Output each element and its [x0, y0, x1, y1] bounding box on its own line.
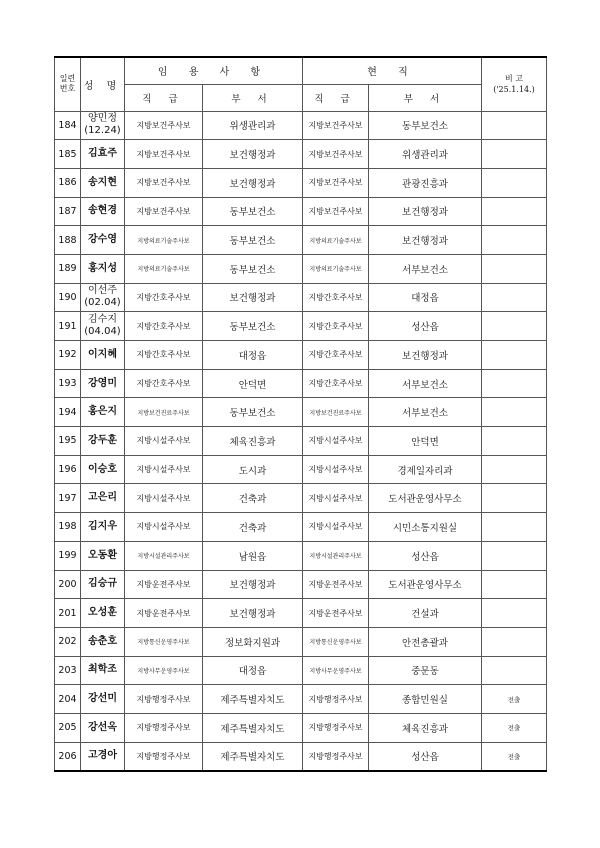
serial-number-cell: 191: [55, 312, 81, 341]
serial-number-cell: 204: [55, 685, 81, 714]
remarks-cell: [482, 369, 547, 398]
appointment-rank-cell: 지방사무운영주사보: [125, 656, 203, 685]
current-rank-cell: 지방보건주사보: [303, 168, 369, 197]
appointment-rank-cell: 지방시설주사보: [125, 513, 203, 542]
appointment-dept-cell: 동부보건소: [203, 197, 303, 226]
name-cell: [81, 254, 125, 283]
appointment-roster-table: [54, 56, 547, 772]
name-date-text: (04.04): [84, 326, 121, 338]
remarks-cell: [482, 398, 547, 427]
name-text: 송현경: [88, 205, 117, 217]
name-text: 홍지성: [88, 262, 117, 274]
appointment-rank-cell: 지방간호주사보: [125, 312, 203, 341]
name-cell: [81, 197, 125, 226]
current-rank-cell: 지방행정주사보: [303, 685, 369, 714]
current-dept-cell: 체육진흥과: [369, 713, 482, 742]
name-cell: [81, 341, 125, 370]
current-rank-cell: 지방시설주사보: [303, 455, 369, 484]
name-text: 홍은지: [88, 406, 117, 418]
remarks-cell: [482, 341, 547, 370]
name-text: 김승규: [88, 578, 117, 590]
name-text: 이지혜: [88, 348, 117, 360]
name-cell: [81, 599, 125, 628]
current-dept-cell: 서부보건소: [369, 398, 482, 427]
appointment-dept-cell: 위생관리과: [203, 111, 303, 140]
remarks-cell: [482, 484, 547, 513]
name-text: 강두훈: [88, 434, 117, 446]
name-cell: [81, 685, 125, 714]
header-appointment-dept: 부 서: [203, 84, 303, 111]
appointment-dept-cell: 제주특별자치도: [203, 742, 303, 771]
appointment-rank-cell: 지방간호주사보: [125, 369, 203, 398]
appointment-dept-cell: 제주특별자치도: [203, 685, 303, 714]
remarks-cell: [482, 111, 547, 140]
remarks-cell: 전출: [482, 685, 547, 714]
appointment-dept-cell: 대정읍: [203, 341, 303, 370]
current-dept-cell: 관광진흥과: [369, 168, 482, 197]
current-rank-cell: 지방시설주사보: [303, 427, 369, 456]
name-text: 강수영: [88, 234, 117, 246]
appointment-dept-cell: 동부보건소: [203, 312, 303, 341]
table-row: [55, 427, 547, 456]
remarks-cell: [482, 513, 547, 542]
appointment-rank-cell: 지방의료기술주사보: [125, 254, 203, 283]
table-row: [55, 341, 547, 370]
name-cell: [81, 570, 125, 599]
serial-number-cell: 184: [55, 111, 81, 140]
appointment-rank-cell: 지방보건주사보: [125, 168, 203, 197]
appointment-rank-cell: 지방행정주사보: [125, 685, 203, 714]
table-row: [55, 713, 547, 742]
name-cell: [81, 369, 125, 398]
appointment-dept-cell: 보건행정과: [203, 570, 303, 599]
appointment-rank-cell: 지방행정주사보: [125, 742, 203, 771]
current-rank-cell: 지방간호주사보: [303, 369, 369, 398]
header-name: 성 명: [81, 57, 125, 111]
table-row: [55, 369, 547, 398]
appointment-rank-cell: 지방의료기술주사보: [125, 226, 203, 255]
current-dept-cell: 안덕면: [369, 427, 482, 456]
current-rank-cell: 지방의료기술주사보: [303, 254, 369, 283]
appointment-rank-cell: 지방보건주사보: [125, 111, 203, 140]
serial-number-cell: 192: [55, 341, 81, 370]
appointment-rank-cell: 지방간호주사보: [125, 283, 203, 312]
serial-number-cell: 188: [55, 226, 81, 255]
name-cell: [81, 742, 125, 771]
current-dept-cell: 경제일자리과: [369, 455, 482, 484]
current-dept-cell: 종합민원실: [369, 685, 482, 714]
remarks-cell: [482, 283, 547, 312]
table-row: [55, 685, 547, 714]
table-row: [55, 599, 547, 628]
remarks-cell: [482, 254, 547, 283]
name-cell: [81, 513, 125, 542]
current-dept-cell: 건설과: [369, 599, 482, 628]
header-current-dept: 부 서: [369, 84, 482, 111]
appointment-rank-cell: 지방보건주사보: [125, 197, 203, 226]
appointment-rank-cell: 지방간호주사보: [125, 341, 203, 370]
current-dept-cell: 보건행정과: [369, 226, 482, 255]
appointment-dept-cell: 건축과: [203, 513, 303, 542]
table-row: [55, 312, 547, 341]
name-text: 강선미: [88, 693, 117, 705]
serial-number-cell: 194: [55, 398, 81, 427]
remarks-cell: [482, 197, 547, 226]
current-rank-cell: 지방의료기술주사보: [303, 226, 369, 255]
remarks-cell: [482, 541, 547, 570]
current-dept-cell: 안전총괄과: [369, 627, 482, 656]
current-dept-cell: 위생관리과: [369, 140, 482, 169]
appointment-dept-cell: 체육진흥과: [203, 427, 303, 456]
current-dept-cell: 보건행정과: [369, 197, 482, 226]
serial-number-cell: 189: [55, 254, 81, 283]
current-rank-cell: 지방행정주사보: [303, 742, 369, 771]
table-row: [55, 627, 547, 656]
serial-number-cell: 205: [55, 713, 81, 742]
appointment-dept-cell: 정보화지원과: [203, 627, 303, 656]
name-text: 강선옥: [88, 721, 117, 733]
serial-number-cell: 187: [55, 197, 81, 226]
name-cell: [81, 541, 125, 570]
current-dept-cell: 도서관운영사무소: [369, 484, 482, 513]
name-cell: [81, 627, 125, 656]
name-text: 이선주: [88, 285, 117, 297]
name-cell: [81, 484, 125, 513]
serial-number-cell: 203: [55, 656, 81, 685]
appointment-dept-cell: 남원읍: [203, 541, 303, 570]
roster-body: [55, 111, 547, 771]
current-dept-cell: 동부보건소: [369, 111, 482, 140]
appointment-dept-cell: 보건행정과: [203, 140, 303, 169]
header-current-rank: 직 급: [303, 84, 369, 111]
header-current-position: 현 직: [303, 57, 482, 84]
name-cell: [81, 427, 125, 456]
appointment-dept-cell: 보건행정과: [203, 599, 303, 628]
current-rank-cell: 지방보건진료주사보: [303, 398, 369, 427]
header-appointment-rank: 직 급: [125, 84, 203, 111]
serial-number-cell: 197: [55, 484, 81, 513]
name-cell: [81, 713, 125, 742]
current-dept-cell: 대정읍: [369, 283, 482, 312]
header-remarks: 비 고 ('25.1.14.): [482, 57, 547, 111]
name-cell: [81, 455, 125, 484]
serial-number-cell: 193: [55, 369, 81, 398]
current-dept-cell: 보건행정과: [369, 341, 482, 370]
remarks-cell: [482, 226, 547, 255]
current-dept-cell: 성산읍: [369, 742, 482, 771]
appointment-rank-cell: 지방시설주사보: [125, 484, 203, 513]
table-row: [55, 197, 547, 226]
current-rank-cell: 지방운전주사보: [303, 599, 369, 628]
appointment-rank-cell: 지방시설주사보: [125, 427, 203, 456]
table-row: [55, 541, 547, 570]
current-dept-cell: 성산읍: [369, 541, 482, 570]
name-text: 김효주: [88, 148, 117, 160]
serial-number-cell: 185: [55, 140, 81, 169]
name-text: 송지현: [88, 176, 117, 188]
appointment-rank-cell: 지방시설주사보: [125, 455, 203, 484]
name-text: 강영미: [88, 377, 117, 389]
current-rank-cell: 지방시설주사보: [303, 484, 369, 513]
current-dept-cell: 서부보건소: [369, 254, 482, 283]
name-cell: [81, 656, 125, 685]
appointment-rank-cell: 지방보건진료주사보: [125, 398, 203, 427]
remarks-cell: [482, 427, 547, 456]
remarks-cell: 전출: [482, 713, 547, 742]
serial-number-cell: 186: [55, 168, 81, 197]
remarks-cell: [482, 140, 547, 169]
appointment-rank-cell: 지방보건주사보: [125, 140, 203, 169]
name-date-text: (02.04): [84, 297, 121, 309]
current-rank-cell: 지방간호주사보: [303, 312, 369, 341]
appointment-rank-cell: 지방행정주사보: [125, 713, 203, 742]
header-serial-number: 일련 번호: [55, 57, 81, 111]
remarks-cell: [482, 656, 547, 685]
name-cell: [81, 283, 125, 312]
appointment-dept-cell: 보건행정과: [203, 283, 303, 312]
current-rank-cell: 지방사무운영주사보: [303, 656, 369, 685]
appointment-dept-cell: 보건행정과: [203, 168, 303, 197]
table-row: [55, 455, 547, 484]
name-text: 오성훈: [88, 607, 117, 619]
serial-number-cell: 190: [55, 283, 81, 312]
header-appointment: 임 용 사 항: [125, 57, 303, 84]
name-text: 이승호: [88, 463, 117, 475]
name-text: 오동환: [88, 549, 117, 561]
remarks-cell: [482, 455, 547, 484]
current-rank-cell: 지방간호주사보: [303, 341, 369, 370]
table-row: [55, 111, 547, 140]
remarks-cell: [482, 599, 547, 628]
appointment-dept-cell: 대정읍: [203, 656, 303, 685]
name-text: 김수지: [88, 314, 117, 326]
table-row: [55, 254, 547, 283]
table-row: [55, 513, 547, 542]
current-dept-cell: 중문동: [369, 656, 482, 685]
serial-number-cell: 198: [55, 513, 81, 542]
current-dept-cell: 서부보건소: [369, 369, 482, 398]
current-rank-cell: 지방보건주사보: [303, 140, 369, 169]
remarks-cell: 전출: [482, 742, 547, 771]
current-rank-cell: 지방행정주사보: [303, 713, 369, 742]
serial-number-cell: 196: [55, 455, 81, 484]
appointment-dept-cell: 제주특별자치도: [203, 713, 303, 742]
appointment-dept-cell: 동부보건소: [203, 254, 303, 283]
name-date-text: (12.24): [84, 125, 121, 137]
serial-number-cell: 199: [55, 541, 81, 570]
appointment-dept-cell: 동부보건소: [203, 398, 303, 427]
name-text: 김지우: [88, 520, 117, 532]
name-cell: [81, 168, 125, 197]
appointment-dept-cell: 안덕면: [203, 369, 303, 398]
current-rank-cell: 지방시설주사보: [303, 513, 369, 542]
name-cell: [81, 111, 125, 140]
appointment-dept-cell: 도시과: [203, 455, 303, 484]
remarks-cell: [482, 570, 547, 599]
appointment-dept-cell: 건축과: [203, 484, 303, 513]
serial-number-cell: 206: [55, 742, 81, 771]
name-cell: [81, 398, 125, 427]
current-dept-cell: 시민소통지원실: [369, 513, 482, 542]
current-dept-cell: 도서관운영사무소: [369, 570, 482, 599]
remarks-cell: [482, 168, 547, 197]
table-row: [55, 226, 547, 255]
serial-number-cell: 201: [55, 599, 81, 628]
current-rank-cell: 지방간호주사보: [303, 283, 369, 312]
current-rank-cell: 지방보건주사보: [303, 197, 369, 226]
name-text: 최학조: [88, 664, 117, 676]
current-rank-cell: 지방운전주사보: [303, 570, 369, 599]
current-rank-cell: 지방보건주사보: [303, 111, 369, 140]
appointment-rank-cell: 지방통신운영주사보: [125, 627, 203, 656]
table-row: [55, 283, 547, 312]
name-text: 양민정: [88, 113, 117, 125]
table-row: [55, 570, 547, 599]
table-row: [55, 656, 547, 685]
table-row: [55, 742, 547, 771]
table-row: [55, 398, 547, 427]
table-row: [55, 168, 547, 197]
name-cell: [81, 312, 125, 341]
appointment-rank-cell: 지방운전주사보: [125, 570, 203, 599]
table-row: [55, 140, 547, 169]
name-text: 고은리: [88, 492, 117, 504]
current-rank-cell: 지방시설관리주사보: [303, 541, 369, 570]
name-cell: [81, 140, 125, 169]
serial-number-cell: 195: [55, 427, 81, 456]
serial-number-cell: 202: [55, 627, 81, 656]
remarks-cell: [482, 627, 547, 656]
appointment-rank-cell: 지방시설관리주사보: [125, 541, 203, 570]
current-rank-cell: 지방통신운영주사보: [303, 627, 369, 656]
table-row: [55, 484, 547, 513]
appointment-dept-cell: 동부보건소: [203, 226, 303, 255]
appointment-rank-cell: 지방운전주사보: [125, 599, 203, 628]
remarks-cell: [482, 312, 547, 341]
name-text: 고경아: [88, 750, 117, 762]
serial-number-cell: 200: [55, 570, 81, 599]
name-text: 송춘호: [88, 635, 117, 647]
current-dept-cell: 성산읍: [369, 312, 482, 341]
name-cell: [81, 226, 125, 255]
